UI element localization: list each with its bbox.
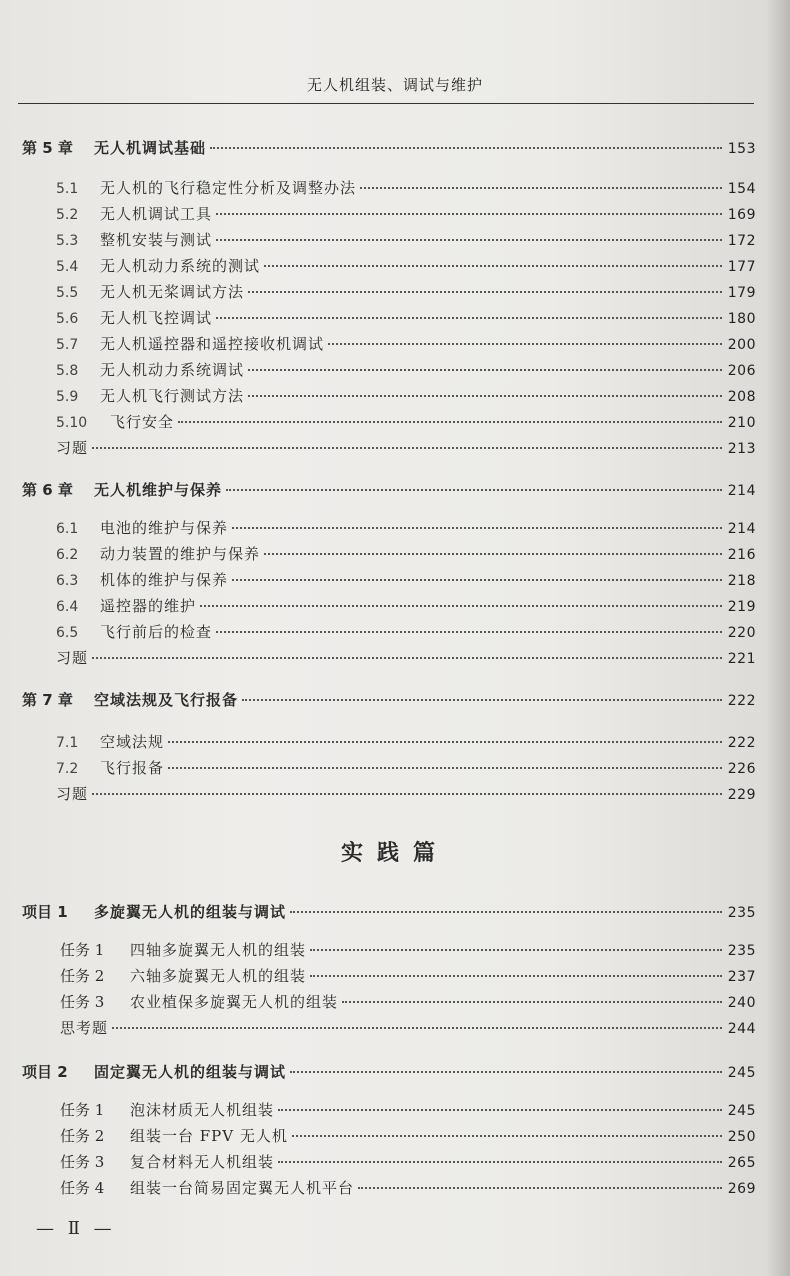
section-number: 5.4 [56,259,79,275]
page-number: 172 [727,233,756,249]
dot-leader [168,741,722,743]
toc-section-7-2[interactable] [56,758,756,780]
dot-leader [242,699,722,701]
toc-section-5-9[interactable] [56,386,756,408]
task-number: 任务 1 [60,1101,105,1119]
page-number: 180 [727,311,756,327]
page-number: 244 [727,1021,756,1037]
dot-leader [278,1161,722,1163]
section-title: 无人机的飞行稳定性分析及调整办法 [100,179,357,197]
page-number: 226 [727,761,756,777]
toc-task-1-2[interactable] [60,966,756,988]
exercise-title: 思考题 [60,1019,109,1037]
page-number: 237 [727,969,756,985]
toc-chapter-7[interactable] [22,690,756,712]
dot-leader [248,395,722,397]
section-title: 无人机飞行测试方法 [100,387,245,405]
toc-section-6-4[interactable] [56,596,756,618]
exercise-title: 习题 [56,439,89,457]
dot-leader [360,187,722,189]
dot-leader [178,421,722,423]
dot-leader [232,527,722,529]
section-number: 5.1 [56,181,79,197]
page-number: 216 [727,547,756,563]
section-title: 整机安装与测试 [100,231,213,249]
page-number: 169 [727,207,756,223]
dot-leader [292,1135,722,1137]
toc-project-2[interactable] [22,1062,756,1084]
chapter-number: 第 6 章 [22,481,73,499]
header-rule [18,103,754,104]
project-title: 固定翼无人机的组装与调试 [94,1063,287,1081]
dot-leader [210,147,722,149]
toc-section-6-3[interactable] [56,570,756,592]
page-number: 222 [727,693,756,709]
dot-leader [290,911,722,913]
page-number: 200 [727,337,756,353]
toc-exercise-ch7[interactable] [56,784,756,806]
toc-task-2-1[interactable] [60,1100,756,1122]
section-number: 6.5 [56,625,79,641]
toc-section-5-7[interactable] [56,334,756,356]
toc-chapter-5[interactable] [22,138,756,160]
section-number: 6.1 [56,521,79,537]
section-number: 5.8 [56,363,79,379]
part-title: 实践篇 [340,841,449,866]
page-number: 220 [727,625,756,641]
folio: — Ⅱ — [36,1218,116,1239]
task-number: 任务 2 [60,967,105,985]
toc-section-5-10[interactable] [56,412,756,434]
toc-section-7-1[interactable] [56,732,756,754]
dot-leader [358,1187,722,1189]
section-title: 飞行前后的检查 [100,623,213,641]
task-title: 泡沫材质无人机组装 [130,1101,275,1119]
page-number: 218 [727,573,756,589]
page-number: 222 [727,735,756,751]
section-title: 无人机调试工具 [100,205,213,223]
section-number: 6.2 [56,547,79,563]
task-number: 任务 3 [60,993,105,1011]
dot-leader [264,265,722,267]
section-title: 无人机动力系统的测试 [100,257,261,275]
dot-leader [328,343,722,345]
section-number: 5.7 [56,337,79,353]
task-title: 六轴多旋翼无人机的组装 [130,967,307,985]
dot-leader [92,447,722,449]
toc-section-5-2[interactable] [56,204,756,226]
toc-chapter-6[interactable] [22,480,756,502]
project-number: 项目 1 [22,903,68,921]
section-title: 飞行安全 [110,413,175,431]
section-title: 机体的维护与保养 [100,571,229,589]
toc-thinking-questions[interactable] [60,1018,756,1040]
chapter-title: 无人机维护与保养 [94,481,223,499]
dot-leader [92,657,722,659]
page-number: 245 [727,1065,756,1081]
page-number: 265 [727,1155,756,1171]
toc-section-5-3[interactable] [56,230,756,252]
section-title: 无人机遥控器和遥控接收机调试 [100,335,325,353]
running-header: 无人机组装、调试与维护 [306,76,483,94]
toc-section-5-8[interactable] [56,360,756,382]
dot-leader [248,369,722,371]
section-number: 5.2 [56,207,79,223]
section-title: 空域法规 [100,733,165,751]
dot-leader [248,291,722,293]
task-number: 任务 2 [60,1127,105,1145]
page-number: 210 [727,415,756,431]
toc-task-2-3[interactable] [60,1152,756,1174]
page-number: 269 [727,1181,756,1197]
dot-leader [112,1027,722,1029]
page-number: 229 [727,787,756,803]
task-title: 组装一台 FPV 无人机 [130,1127,288,1145]
page-number: 153 [727,141,756,157]
page-number: 240 [727,995,756,1011]
dot-leader [342,1001,722,1003]
page-number: 179 [727,285,756,301]
dot-leader [200,605,722,607]
page-number: 214 [727,483,756,499]
section-title: 飞行报备 [100,759,165,777]
dot-leader [264,553,722,555]
task-title: 复合材料无人机组装 [130,1153,275,1171]
toc-exercise-ch5[interactable] [56,438,756,460]
page-number: 208 [727,389,756,405]
section-title: 无人机飞控调试 [100,309,213,327]
exercise-title: 习题 [56,785,89,803]
dot-leader [232,579,722,581]
section-number: 5.9 [56,389,79,405]
chapter-title: 空域法规及飞行报备 [94,691,239,709]
page-number: 245 [727,1103,756,1119]
task-number: 任务 4 [60,1179,105,1197]
chapter-title: 无人机调试基础 [94,139,207,157]
dot-leader [216,213,722,215]
chapter-number: 第 7 章 [22,691,73,709]
page-number: 206 [727,363,756,379]
section-title: 无人机动力系统调试 [100,361,245,379]
dot-leader [216,317,722,319]
toc-exercise-ch6[interactable] [56,648,756,670]
dot-leader [310,949,722,951]
page-number: 221 [727,651,756,667]
page-number: 235 [727,905,756,921]
toc-section-6-5[interactable] [56,622,756,644]
toc-section-5-1[interactable] [56,178,756,200]
page-number: 154 [727,181,756,197]
toc-task-2-4[interactable] [60,1178,756,1200]
page-number: 213 [727,441,756,457]
page-number: 214 [727,521,756,537]
project-title: 多旋翼无人机的组装与调试 [94,903,287,921]
task-title: 组装一台简易固定翼无人机平台 [130,1179,355,1197]
toc-section-5-5[interactable] [56,282,756,304]
section-number: 5.3 [56,233,79,249]
task-title: 四轴多旋翼无人机的组装 [130,941,307,959]
exercise-title: 习题 [56,649,89,667]
chapter-number: 第 5 章 [22,139,73,157]
dot-leader [226,489,722,491]
dot-leader [290,1071,722,1073]
toc-section-6-2[interactable] [56,544,756,566]
section-title: 无人机无桨调试方法 [100,283,245,301]
section-number: 7.2 [56,761,79,777]
dot-leader [278,1109,722,1111]
section-title: 动力装置的维护与保养 [100,545,261,563]
toc-section-5-6[interactable] [56,308,756,330]
section-number: 5.10 [56,415,88,431]
section-title: 电池的维护与保养 [100,519,229,537]
section-number: 5.6 [56,311,79,327]
dot-leader [216,239,722,241]
section-number: 6.4 [56,599,79,615]
task-number: 任务 3 [60,1153,105,1171]
project-number: 项目 2 [22,1063,68,1081]
toc-project-1[interactable] [22,902,756,924]
dot-leader [310,975,722,977]
dot-leader [216,631,722,633]
toc-section-5-4[interactable] [56,256,756,278]
page-number: 219 [727,599,756,615]
page-number: 250 [727,1129,756,1145]
task-title: 农业植保多旋翼无人机的组装 [130,993,339,1011]
toc-task-1-3[interactable] [60,992,756,1014]
section-number: 5.5 [56,285,79,301]
dot-leader [92,793,722,795]
toc-section-6-1[interactable] [56,518,756,540]
page-number: 177 [727,259,756,275]
page-number: 235 [727,943,756,959]
dot-leader [168,767,722,769]
toc-task-1-1[interactable] [60,940,756,962]
section-number: 7.1 [56,735,79,751]
toc-task-2-2[interactable] [60,1126,756,1148]
task-number: 任务 1 [60,941,105,959]
section-title: 遥控器的维护 [100,597,197,615]
section-number: 6.3 [56,573,79,589]
